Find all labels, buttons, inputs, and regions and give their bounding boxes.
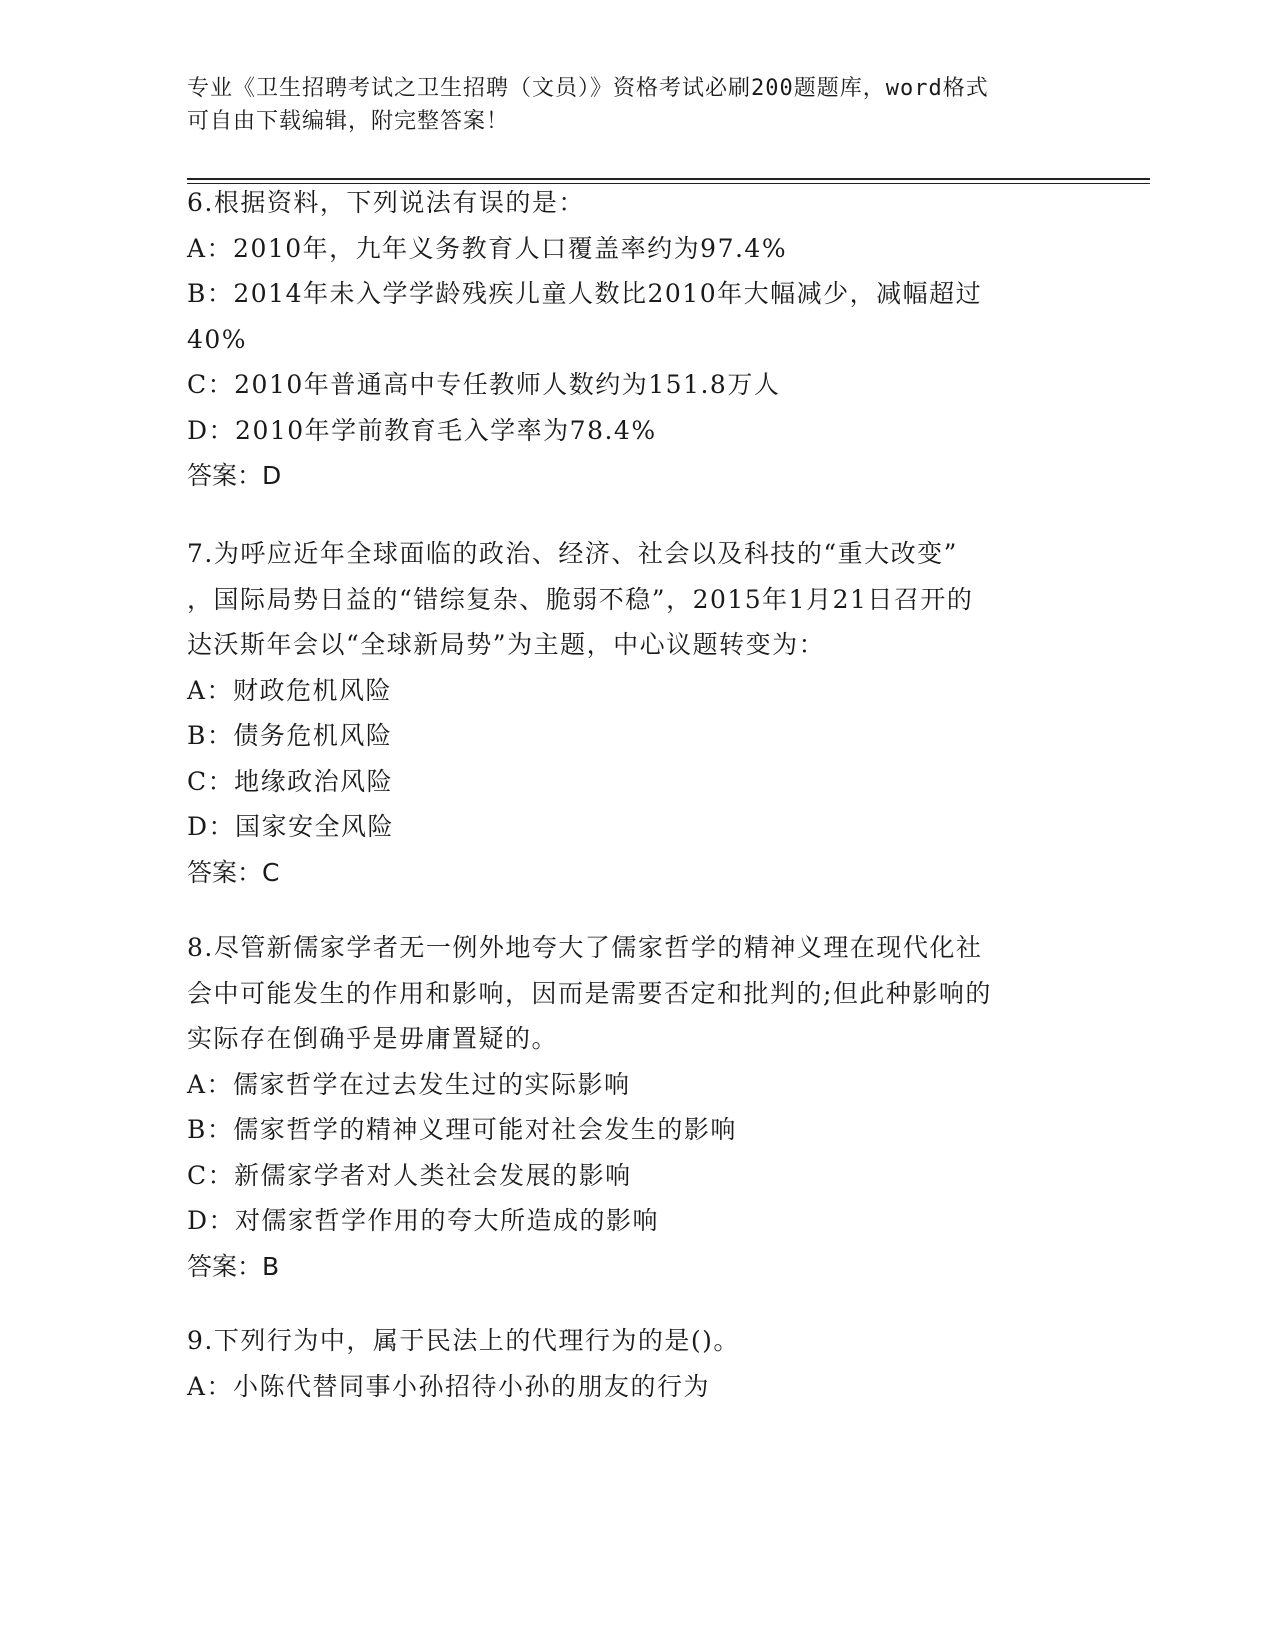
option-d: D：2010年学前教育毛入学率为78.4% xyxy=(187,415,657,445)
question-7 xyxy=(187,531,1087,895)
option-a: A：儒家哲学在过去发生过的实际影响 xyxy=(187,1069,631,1099)
option-b: B：债务危机风险 xyxy=(187,721,393,750)
question-stem: 7.为呼应近年全球面临的政治、经济、社会以及科技的“重大改变” xyxy=(187,539,958,568)
question-stem: 会中可能发生的作用和影响，因而是需要否定和批判的;但此种影响的 xyxy=(187,978,992,1008)
option-c: C：地缘政治风险 xyxy=(187,766,394,796)
question-stem: 8.尽管新儒家学者无一例外地夸大了儒家哲学的精神义理在现代化社 xyxy=(187,933,983,962)
option-d: D：对儒家哲学作用的夸大所造成的影响 xyxy=(187,1206,660,1235)
document-header xyxy=(187,72,1087,138)
option-a: A：小陈代替同事小孙招待小孙的朋友的行为 xyxy=(187,1371,711,1401)
option-d: D：国家安全风险 xyxy=(187,812,395,841)
answer: 答案：D xyxy=(187,461,282,490)
question-stem: 实际存在倒确乎是毋庸置疑的。 xyxy=(187,1024,559,1053)
option-c: C：2010年普通高中专任教师人数约为151.8万人 xyxy=(187,370,781,399)
option-a: A：财政危机风险 xyxy=(187,675,393,705)
answer: 答案：B xyxy=(187,1251,280,1281)
option-c: C：新儒家学者对人类社会发展的影响 xyxy=(187,1160,632,1190)
header-line-1: 专业《卫生招聘考试之卫生招聘（文员）》资格考试必刷200题题库，word格式 xyxy=(187,76,989,101)
option-b: B：儒家哲学的精神义理可能对社会发生的影响 xyxy=(187,1115,737,1144)
question-stem: 9.下列行为中，属于民法上的代理行为的是()。 xyxy=(187,1326,740,1355)
question-stem: ，国际局势日益的“错综复杂、脆弱不稳”，2015年1月21日召开的 xyxy=(187,584,974,614)
question-9 xyxy=(187,1318,1087,1409)
question-stem: 6.根据资料，下列说法有误的是： xyxy=(187,188,585,217)
option-b-continued: 40% xyxy=(187,324,248,354)
question-8 xyxy=(187,925,1087,1289)
answer: 答案：C xyxy=(187,857,280,887)
option-a: A：2010年，九年义务教育人口覆盖率约为97.4% xyxy=(187,233,788,263)
question-stem: 达沃斯年会以“全球新局势”为主题，中心议题转变为： xyxy=(187,630,826,659)
header-line-2: 可自由下载编辑，附完整答案！ xyxy=(187,109,510,134)
question-6 xyxy=(187,180,1087,499)
option-b: B：2014年未入学学龄残疾儿童人数比2010年大幅减少，减幅超过 xyxy=(187,279,983,308)
